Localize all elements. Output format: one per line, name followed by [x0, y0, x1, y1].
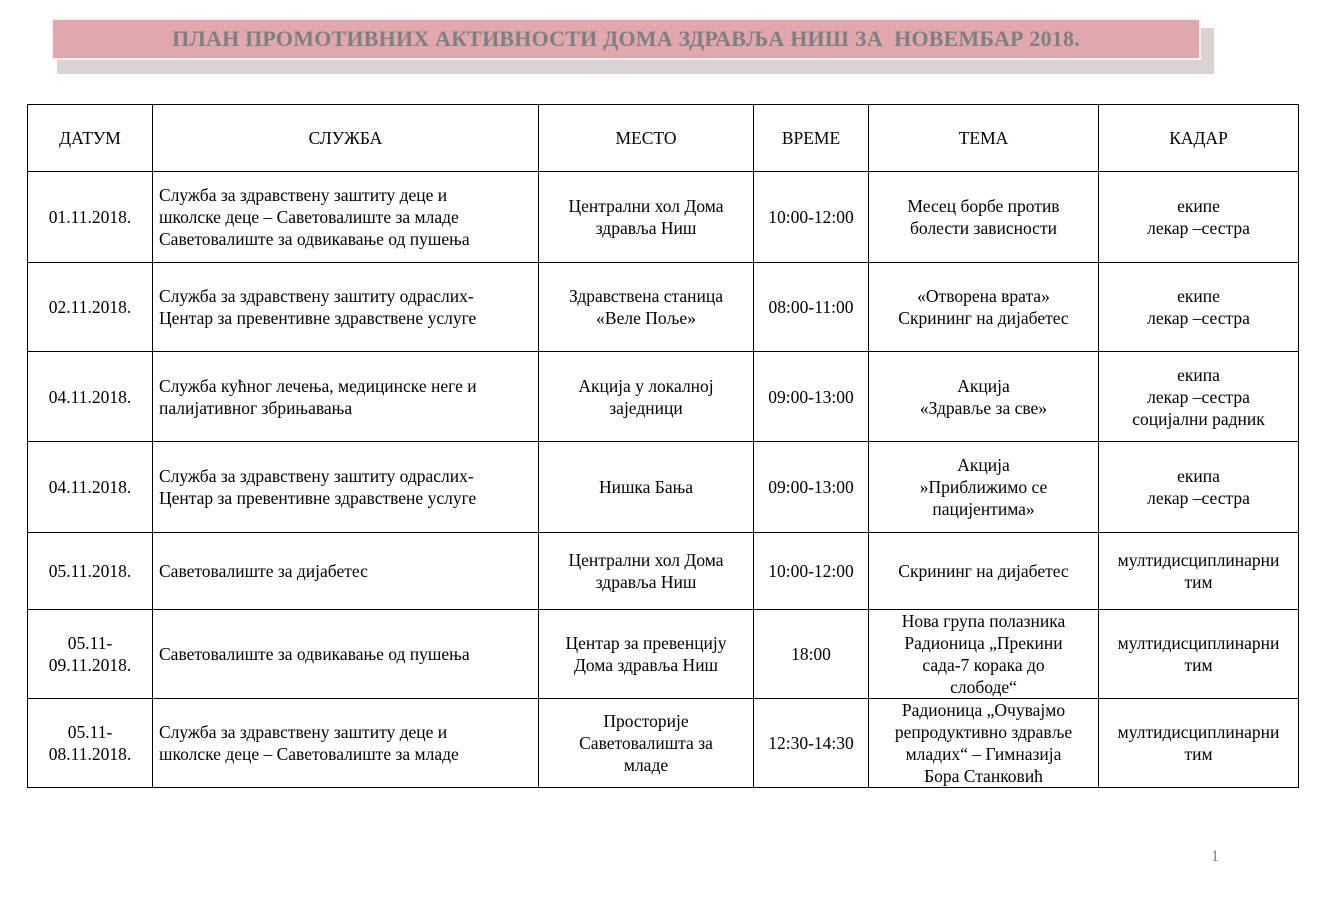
cell-time: 18:00 [754, 610, 869, 699]
cell-place: Просторије Саветовалишта за младе [539, 699, 754, 788]
table-header-row [28, 105, 1299, 172]
cell-topic: Радионица „Очувајмо репродуктивно здравље младих“ – Гимназија Бора Станковић [869, 699, 1099, 788]
cell-time: 09:00-13:00 [754, 442, 869, 533]
cell-service: Служба за здравствену заштиту одраслих- Центар за превентивне здравствене услуге [153, 442, 539, 533]
cell-staff: екипа лекар –сестра [1099, 442, 1299, 533]
cell-date: 05.11- 09.11.2018. [28, 610, 153, 699]
cell-date: 04.11.2018. [28, 352, 153, 442]
cell-time: 10:00-12:00 [754, 172, 869, 263]
cell-date: 01.11.2018. [28, 172, 153, 263]
header-place: МЕСТО [539, 105, 754, 172]
table-row [28, 172, 1299, 263]
document-title: ПЛАН ПРОМОТИВНИХ АКТИВНОСТИ ДОМА ЗДРАВЉА НИШ ЗА НОВЕМБАР 2018. [172, 26, 1080, 51]
cell-date: 02.11.2018. [28, 263, 153, 352]
cell-date: 05.11.2018. [28, 533, 153, 610]
cell-staff: мултидисциплинарни тим [1099, 699, 1299, 788]
cell-date: 05.11- 08.11.2018. [28, 699, 153, 788]
cell-service: Служба за здравствену заштиту деце и школске деце – Саветовалиште за младе [153, 699, 539, 788]
table-row [28, 610, 1299, 699]
cell-place: Централни хол Дома здравља Ниш [539, 172, 754, 263]
cell-topic: Месец борбе против болести зависности [869, 172, 1099, 263]
table-row [28, 442, 1299, 533]
cell-topic: «Отворена врата» Скрининг на дијабетес [869, 263, 1099, 352]
cell-topic: Скрининг на дијабетес [869, 533, 1099, 610]
cell-time: 09:00-13:00 [754, 352, 869, 442]
cell-topic: Нова група полазника Радионица „Прекини сада-7 корака до слободе“ [869, 610, 1099, 699]
table-row [28, 263, 1299, 352]
cell-staff: мултидисциплинарни тим [1099, 533, 1299, 610]
cell-time: 10:00-12:00 [754, 533, 869, 610]
table-row [28, 699, 1299, 788]
cell-staff: екипе лекар –сестра [1099, 263, 1299, 352]
cell-service: Служба за здравствену заштиту деце и школске деце – Саветовалиште за младе Саветовалиште за одвикавање од пушења [153, 172, 539, 263]
header-service: СЛУЖБА [153, 105, 539, 172]
title-banner [51, 18, 1201, 60]
cell-place: Нишка Бања [539, 442, 754, 533]
cell-place: Центар за превенцију Дома здравља Ниш [539, 610, 754, 699]
table-row [28, 533, 1299, 610]
cell-place: Здравствена станица «Веле Поље» [539, 263, 754, 352]
cell-service: Служба кућног лечења, медицинске неге и палијативног збрињавања [153, 352, 539, 442]
header-time: ВРЕМЕ [754, 105, 869, 172]
table-row [28, 352, 1299, 442]
cell-date: 04.11.2018. [28, 442, 153, 533]
cell-place: Централни хол Дома здравља Ниш [539, 533, 754, 610]
header-date: ДАТУМ [28, 105, 153, 172]
cell-topic: Акција »Приближимо се пацијентима» [869, 442, 1099, 533]
cell-staff: екипа лекар –сестра социјални радник [1099, 352, 1299, 442]
header-topic: ТЕМА [869, 105, 1099, 172]
cell-service: Саветовалиште за дијабетес [153, 533, 539, 610]
cell-time: 08:00-11:00 [754, 263, 869, 352]
cell-staff: мултидисциплинарни тим [1099, 610, 1299, 699]
cell-service: Служба за здравствену заштиту одраслих- Центар за превентивне здравствене услуге [153, 263, 539, 352]
cell-time: 12:30-14:30 [754, 699, 869, 788]
header-staff: КАДАР [1099, 105, 1299, 172]
page-number: 1 [1211, 848, 1219, 865]
cell-topic: Акција «Здравље за све» [869, 352, 1099, 442]
cell-staff: екипе лекар –сестра [1099, 172, 1299, 263]
cell-service: Саветовалиште за одвикавање од пушења [153, 610, 539, 699]
cell-place: Акција у локалној заједници [539, 352, 754, 442]
activity-plan-table [27, 104, 1299, 788]
